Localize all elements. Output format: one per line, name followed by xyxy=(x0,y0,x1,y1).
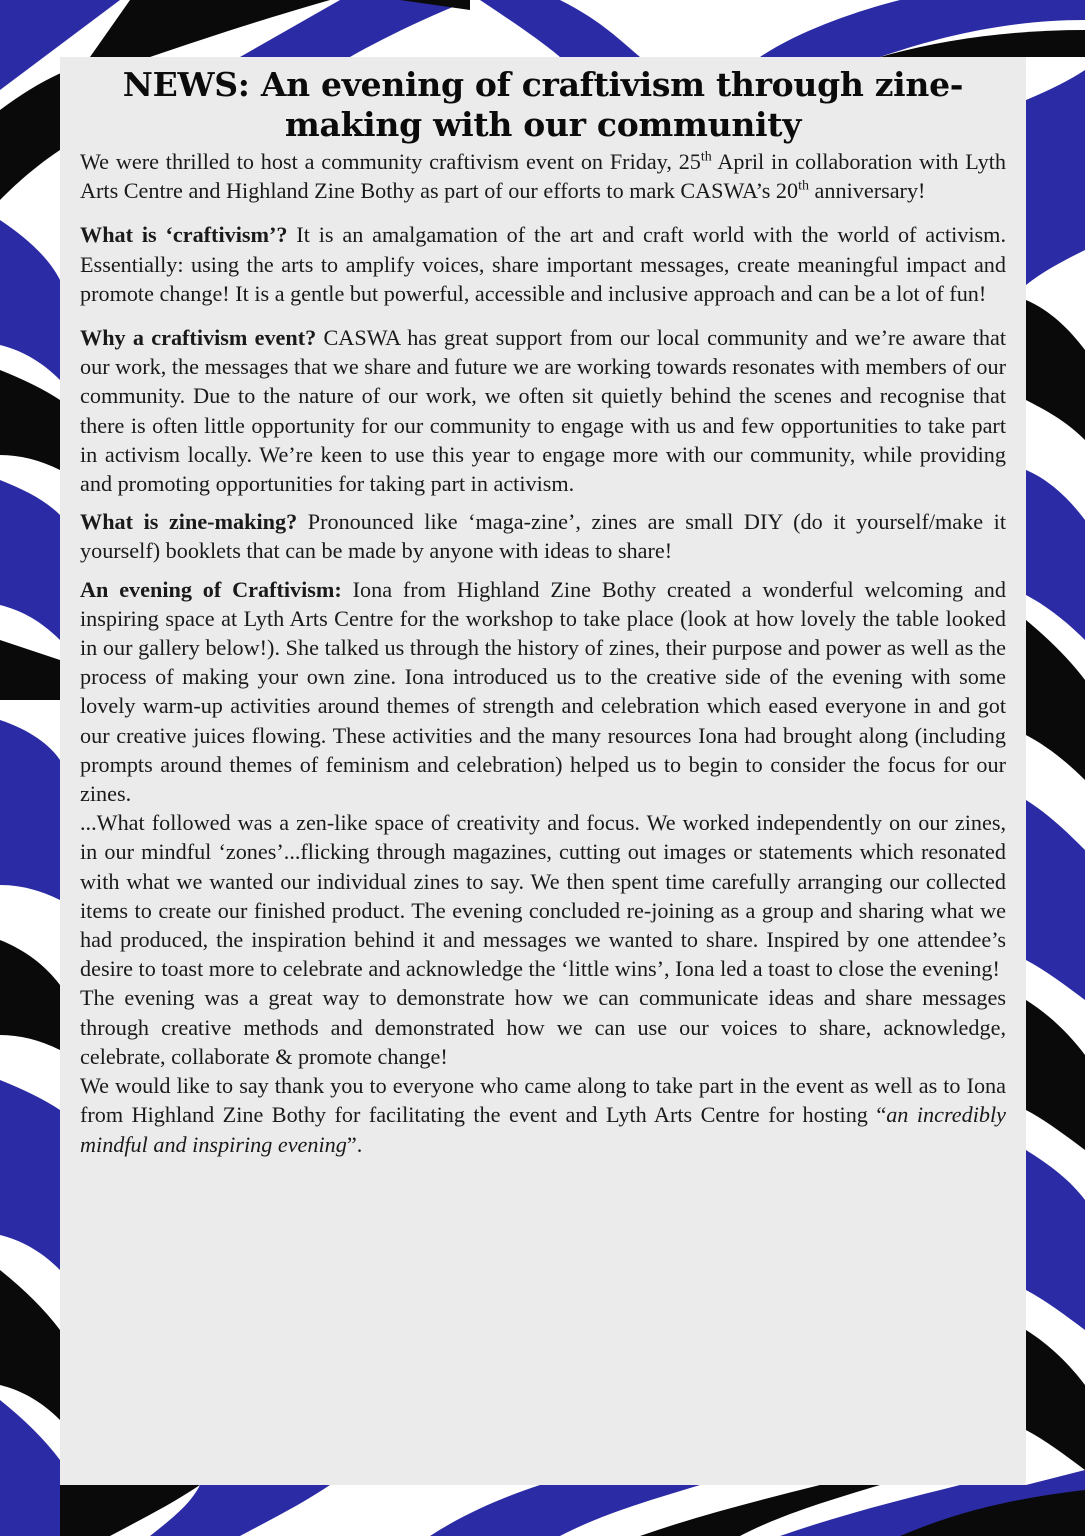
intro-sup-2: th xyxy=(798,178,809,194)
evening-paragraph xyxy=(80,575,1006,809)
evening-heading: An evening of Craftivism: xyxy=(80,576,342,602)
craftivism-heading: What is ‘craftivism’? xyxy=(80,222,288,248)
article-body xyxy=(80,147,1006,1159)
intro-sup-1: th xyxy=(700,149,712,165)
thanks-quote: an incredibly mindful and inspiring evening xyxy=(80,1102,1006,1157)
craftivism-paragraph xyxy=(80,220,1006,308)
followed-paragraph: ...What followed was a zen-like space of creativity and focus. We worked independently on our zines, in our mindful ‘zones’...flicking through magazines, cutting out images or statements which resonated with what we wanted our individual zines to say. We then spent time carefully arranging our collected items to create our finished product. The evening concluded re-joining as a group and sharing what we had produced, the inspiration behind it and messages we wanted to share. Inspired by one attendee’s desire to toast more to celebrate and acknowledge the ‘little wins’, Iona led a toast to close the evening! xyxy=(80,810,1006,982)
why-event-paragraph xyxy=(80,323,1006,498)
article-title: NEWS: An evening of craftivism through zine-making with our community xyxy=(122,65,964,144)
intro-text-1: We were thrilled to host a community craftivism event on Friday, 25 xyxy=(80,149,701,174)
thanks-end: ”. xyxy=(346,1131,363,1157)
zine-making-text: Pronounced like ‘maga-zine’, zines are small DIY (do it yourself/make it yourself) booklets that can be made by anyone with ideas to share! xyxy=(80,509,1006,564)
craftivism-text: It is an amalgamation of the art and craft world with the world of activism. Essentially: using the arts to amplify voices, share important messages, create meaningful impact and promote change! It is a gentle but powerful, accessible and inclusive approach and can be a lot of fun! xyxy=(80,222,1006,306)
intro-text-2: April in collaboration with Lyth Arts Centre and Highland Zine Bothy as part of our efforts to mark CASWA’s 20 xyxy=(80,149,1006,204)
why-event-text: CASWA has great support from our local community and we’re aware that our work, the messages that we share and future we are working towards resonates with members of our community. Due to the nature of our work, we often sit quietly behind the scenes and recognise that there is often little opportunity for our community to engage with us and few opportunities to take part in activism locally. We’re keen to use this year to engage more with our community, while providing and promoting opportunities for taking part in activism. xyxy=(80,325,1006,497)
zine-making-heading: What is zine-making? xyxy=(80,509,298,535)
article-panel xyxy=(60,57,1026,1485)
why-event-heading: Why a craftivism event? xyxy=(80,325,317,351)
zine-making-paragraph xyxy=(80,507,1006,565)
thanks-text: We would like to say thank you to everyone who came along to take part in the event as well as to Iona from Highland Zine Bothy for facilitating the event and Lyth Arts Centre for hosting “ xyxy=(80,1073,1006,1128)
intro-text-3: anniversary! xyxy=(809,178,926,204)
intro-paragraph xyxy=(80,147,1006,205)
thanks-paragraph xyxy=(80,1071,1006,1159)
great-way-paragraph: The evening was a great way to demonstrate how we can communicate ideas and share messages through creative methods and demonstrated how we can use our voices to share, acknowledge, celebrate, collaborate & promote change! xyxy=(80,985,1006,1069)
evening-text: Iona from Highland Zine Bothy created a wonderful welcoming and inspiring space at Lyth Arts Centre for the workshop to take place (look at how lovely the table looked in our gallery below!). She talked us through the history of zines, their purpose and power as well as the process of making your own zine. Iona introduced us to the creative side of the evening with some lovely warm-up activities around themes of strength and celebration which eased everyone in and got our creative juices flowing. These activities and the many resources Iona had brought along (including prompts around themes of feminism and celebration) helped us to begin to consider the focus for our zines. xyxy=(80,576,1006,807)
